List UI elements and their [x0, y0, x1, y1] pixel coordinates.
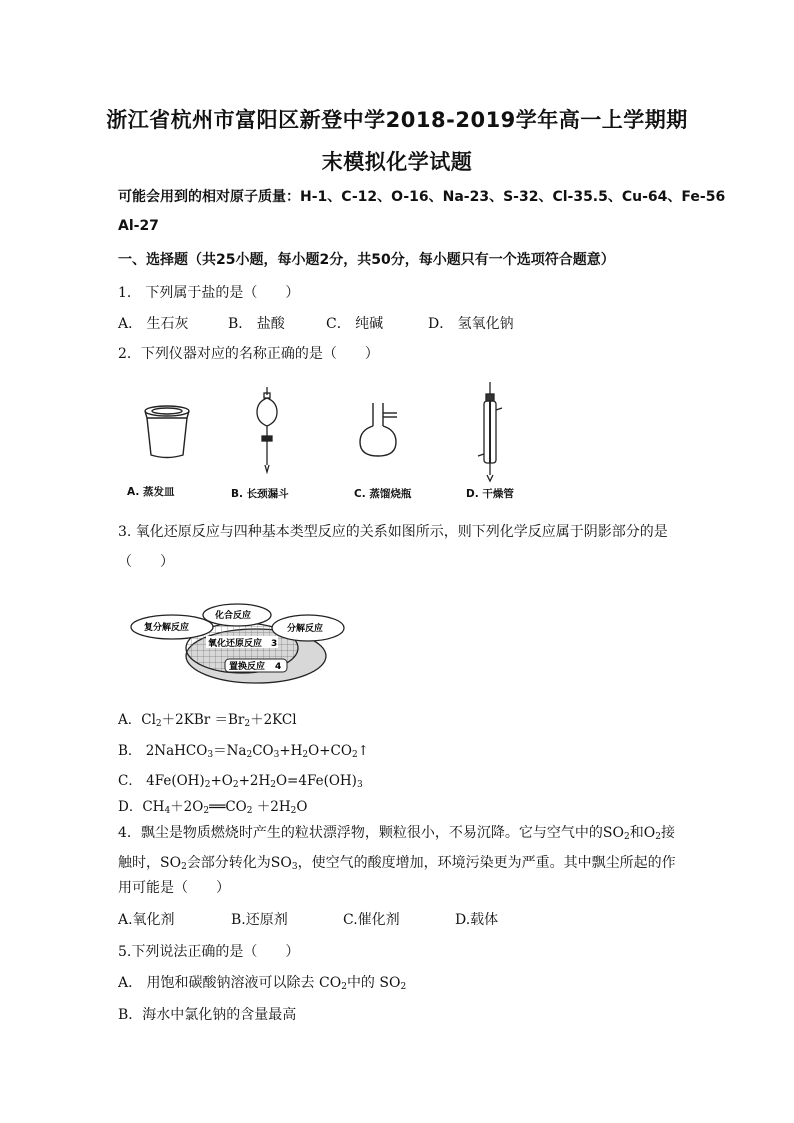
q1-option-b: B． 盐酸: [228, 316, 285, 332]
section-heading: 一、选择题（共25小题，每小题2分，共50分，每小题只有一个选项符合题意）: [118, 252, 615, 268]
q4-option-c: C.催化剂: [343, 912, 400, 928]
q4-option-a: A.氧化剂: [118, 912, 175, 928]
question-4-line-3: 用可能是（ ）: [118, 880, 230, 896]
q5-option-b: B．海水中氯化钠的含量最高: [118, 1007, 297, 1023]
label-redox: 氧化还原反应: [208, 639, 263, 649]
q1-option-a: A． 生石灰: [118, 316, 189, 332]
question-3-stem-2: （ ）: [118, 554, 174, 570]
atomic-mass-line-2: Al-27: [118, 218, 159, 234]
evaporating-dish-icon: [145, 406, 189, 458]
q3-option-b: B． $2NaHCO_3=Na_2CO_3+H_2O+CO_2↑$: [118, 743, 369, 760]
label-redox-num: 3: [271, 639, 278, 649]
label-displacement-num: 4: [275, 662, 282, 672]
question-4-line-1: 4．飘尘是物质燃烧时产生的粒状漂浮物，颗粒很小，不易沉降。它与空气中的$SO_2$和$O_2$接: [118, 825, 675, 842]
atomic-mass-line: 可能会用到的相对原子质量：H-1、C-12、O-16、Na-23、S-32、Cl-35.5、Cu-64、Fe-56: [118, 189, 726, 205]
condenser-tube-icon: [478, 382, 502, 481]
q1-option-d: D． 氢氧化钠: [428, 316, 514, 332]
question-3-stem: 3. 氧化还原反应与四种基本类型反应的关系如图所示，则下列化学反应属于阴影部分的是: [118, 524, 668, 540]
question-5-stem: 5.下列说法正确的是（ ）: [118, 944, 300, 960]
caption-b: B. 长颈漏斗: [231, 488, 289, 500]
label-double-decomp: 复分解反应: [144, 623, 190, 633]
question-4-line-2: 触时，$SO_2$会部分转化为$SO_3$，使空气的酸度增加，环境污染更为严重。其中飘尘所起的作: [118, 855, 676, 872]
q4-option-d: D.载体: [455, 912, 499, 928]
caption-c: C. 蒸馏烧瓶: [354, 488, 412, 500]
question-1-stem: 1． 下列属于盐的是（ ）: [118, 285, 300, 301]
caption-a: A. 蒸发皿: [127, 486, 175, 498]
q3-option-a: A．$Cl_2+2KBr =Br_2+2KCl$: [118, 712, 297, 729]
q3-option-c: C． $4Fe(OH)_2+O_2+2H_2O=4Fe(OH)_3$: [118, 773, 363, 790]
distilling-flask-icon: [360, 403, 397, 456]
label-displacement: 置换反应: [229, 662, 266, 672]
q5-option-a: A． 用饱和碳酸钠溶液可以除去 $CO_2$中的 $SO_2$: [118, 975, 407, 992]
separatory-funnel-icon: [257, 387, 277, 472]
page-title: 浙江省杭州市富阳区新登中学2018-2019学年高一上学期期: [106, 108, 688, 132]
label-decomposition: 分解反应: [287, 624, 324, 634]
q1-option-c: C． 纯碱: [326, 316, 384, 332]
caption-d: D. 干燥管: [466, 488, 514, 500]
page-title-cont: 末模拟化学试题: [321, 150, 473, 174]
label-combination: 化合反应: [215, 611, 252, 621]
reaction-venn-diagram: [125, 596, 350, 688]
q4-option-b: B.还原剂: [231, 912, 288, 928]
q3-option-d: D．$CH_4+2O_2══CO_2 +2H_2O$: [118, 799, 308, 816]
question-2-stem: 2．下列仪器对应的名称正确的是（ ）: [118, 346, 379, 362]
